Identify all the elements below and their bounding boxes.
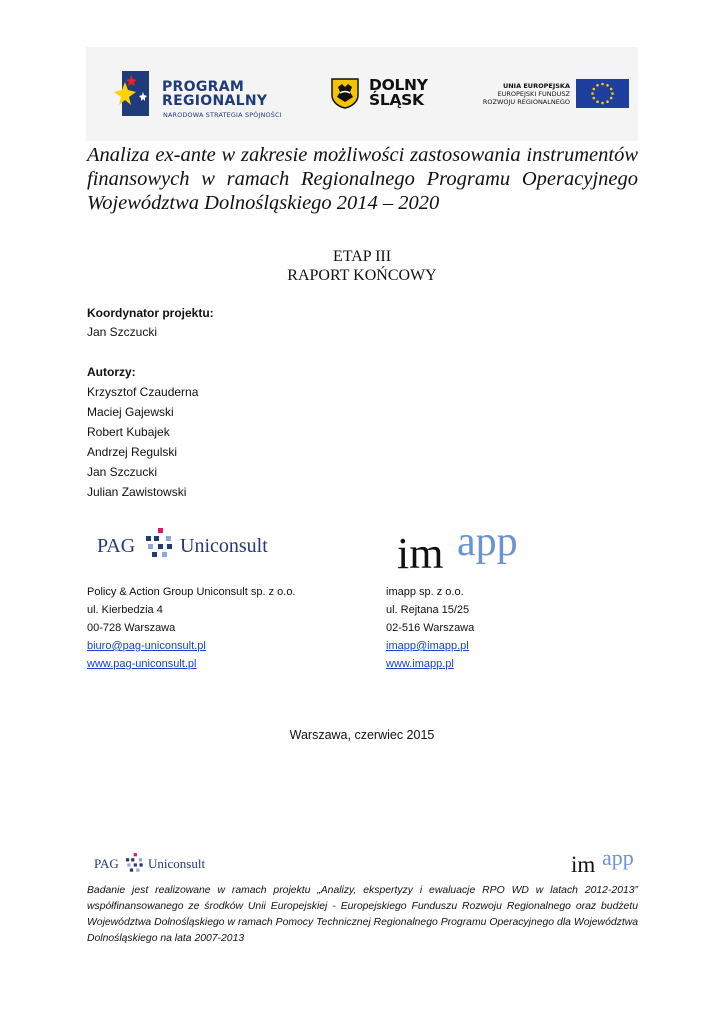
pag-dots-icon xyxy=(146,528,174,562)
report-label: RAPORT KOŃCOWY xyxy=(287,267,437,284)
footer-imapp-logo xyxy=(571,846,651,878)
footer-pag-text: PAG xyxy=(94,856,119,871)
ue-line2: EUROPEJSKI FUNDUSZ xyxy=(497,90,570,98)
pag-city: 00-728 Warszawa xyxy=(87,622,176,634)
footer-pag-dots-icon xyxy=(126,853,144,875)
imapp-city: 02-516 Warszawa xyxy=(386,622,475,634)
program-line2: REGIONALNY xyxy=(162,93,268,109)
imapp-company-name: imapp sp. z o.o. xyxy=(386,586,464,598)
pag-uniconsult-logo xyxy=(97,525,297,565)
author-name: Maciej Gajewski xyxy=(87,405,174,419)
uniconsult-text: Uniconsult xyxy=(180,535,268,557)
author-name: Andrzej Regulski xyxy=(87,445,178,459)
pag-web-link[interactable]: www.pag-uniconsult.pl xyxy=(87,658,197,670)
imapp-app-text: app xyxy=(457,519,518,565)
pag-text: PAG xyxy=(97,535,136,557)
program-sub: NARODOWA STRATEGIA SPÓJNOŚCI xyxy=(163,111,282,119)
project-footnote: Badanie jest realizowane w ramach projektu „Analizy, ekspertyzy i ewaluacje RPO WD w latach 2012-2013” współfinansowanego ze środków Unii Europejskiej - Europejskiego Funduszu Rozwoju Regionalnego oraz budżetu Województwa Dolnośląskiego w ramach Pomocy Technicznej Regionalnego Programu Operacyjnego dla Województwa Dolnośląskiego na lata 2007-2013 xyxy=(87,885,638,944)
footer-imapp-im-text: im xyxy=(571,852,596,877)
dolny-line2: ŚLĄSK xyxy=(369,91,424,109)
dolny-slask-crest-icon xyxy=(330,77,360,109)
footer-imapp-app-text: app xyxy=(602,845,634,870)
ue-line3: ROZWOJU REGIONALNEGO xyxy=(482,98,570,106)
document-title: Analiza ex-ante w zakresie możliwości zastosowania instrumentów finansowych w ramach Regionalnego Programu Operacyjnego Województwa Dolnośląskiego 2014 – 2020 xyxy=(87,144,638,214)
pag-email-link[interactable]: biuro@pag-uniconsult.pl xyxy=(87,640,206,652)
author-name: Julian Zawistowski xyxy=(87,485,187,499)
stage-label: ETAP III xyxy=(332,248,392,265)
authors-label: Autorzy: xyxy=(87,365,136,379)
imapp-web-link[interactable]: www.imapp.pl xyxy=(386,658,454,670)
program-regionalny-emblem xyxy=(112,68,152,120)
imapp-logo xyxy=(397,520,557,580)
program-regionalny-logo xyxy=(112,68,302,124)
dolny-line1: DOLNY xyxy=(369,76,428,94)
place-date: Warszawa, czerwiec 2015 xyxy=(289,728,435,742)
pag-street: ul. Kierbedzia 4 xyxy=(87,604,163,616)
program-line1: PROGRAM xyxy=(162,79,245,95)
pag-address xyxy=(87,583,347,673)
eu-flag-icon xyxy=(576,79,629,108)
author-name: Robert Kubajek xyxy=(87,425,170,439)
imapp-email-link[interactable]: imapp@imapp.pl xyxy=(386,640,469,652)
imapp-street: ul. Rejtana 15/25 xyxy=(386,604,470,616)
ue-line1: UNIA EUROPEJSKA xyxy=(502,82,570,90)
footer-uniconsult-text: Uniconsult xyxy=(148,856,206,871)
footer-pag-logo xyxy=(94,851,224,877)
author-name: Jan Szczucki xyxy=(87,465,158,479)
author-name: Krzysztof Czauderna xyxy=(87,385,199,399)
pag-company-name: Policy & Action Group Uniconsult sp. z o.o. xyxy=(87,586,296,598)
imapp-im-text: im xyxy=(397,529,444,578)
imapp-address xyxy=(386,583,586,673)
coordinator-label: Koordynator projektu: xyxy=(87,306,214,320)
coordinator-name: Jan Szczucki xyxy=(87,325,158,339)
